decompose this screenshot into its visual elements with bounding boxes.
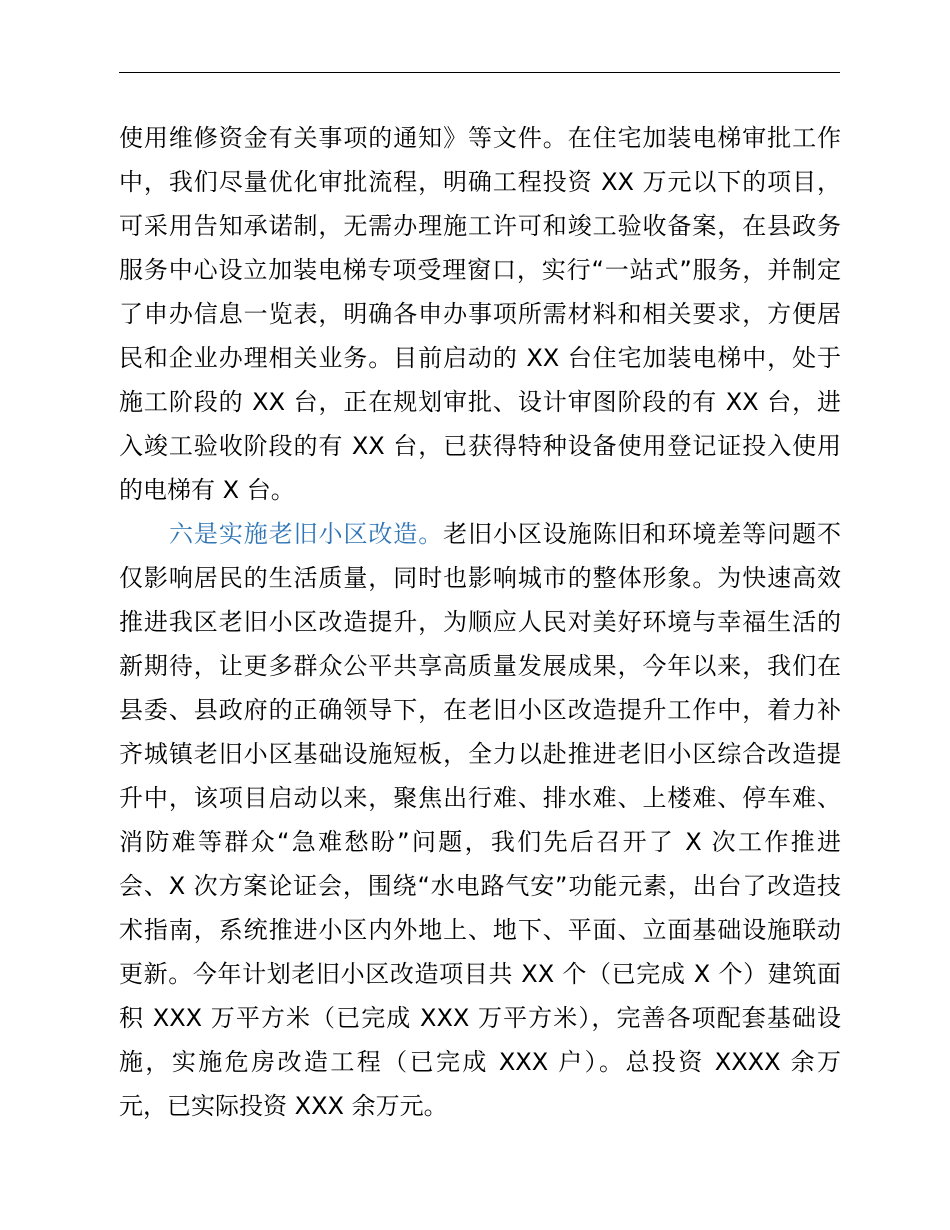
text-line: 中，我们尽量优化审批流程，明确工程投资 XX 万元以下的项目， [119, 168, 841, 196]
text-line: 使用维修资金有关事项的通知》等文件。在住宅加装电梯审批工作 [119, 124, 841, 152]
text-line: 可采用告知承诺制，无需办理施工许可和竣工验收备案，在县政务 [119, 212, 841, 240]
heading-line-text: 老旧小区设施陈旧和环境差等问题不 [443, 520, 842, 548]
paragraph-elevator [119, 116, 841, 512]
text-line: 县委、县政府的正确领导下，在老旧小区改造提升工作中，着力补 [119, 696, 841, 724]
text-line: 术指南，系统推进小区内外地上、地下、平面、立面基础设施联动 [119, 916, 841, 944]
text-line: 消防难等群众“急难愁盼”问题，我们先后召开了 X 次工作推进 [119, 828, 841, 856]
text-line: 推进我区老旧小区改造提升，为顺应人民对美好环境与幸福生活的 [119, 608, 841, 636]
text-line: 的电梯有 X 台。 [119, 476, 295, 504]
text-line: 服务中心设立加装电梯专项受理窗口，实行“一站式”服务，并制定 [119, 256, 841, 284]
text-line: 升中，该项目启动以来，聚焦出行难、排水难、上楼难、停车难、 [119, 784, 841, 812]
header-rule [119, 72, 840, 73]
text-line: 民和企业办理相关业务。目前启动的 XX 台住宅加装电梯中，处于 [119, 344, 841, 372]
paragraph-old-community [119, 512, 841, 1128]
text-line: 入竣工验收阶段的有 XX 台，已获得特种设备使用登记证投入使用 [119, 432, 841, 460]
text-line: 更新。今年计划老旧小区改造项目共 XX 个（已完成 X 个）建筑面 [119, 960, 841, 988]
section-heading: 六是实施老旧小区改造。 [169, 520, 444, 548]
text-line: 会、X 次方案论证会，围绕“水电路气安”功能元素，出台了改造技 [119, 872, 841, 900]
text-line: 施，实施危房改造工程（已完成 XXX 户）。总投资 XXXX 余万 [119, 1048, 841, 1076]
text-line: 新期待，让更多群众公平共享高质量发展成果，今年以来，我们在 [119, 652, 841, 680]
text-line: 仅影响居民的生活质量，同时也影响城市的整体形象。为快速高效 [119, 564, 841, 592]
text-line: 施工阶段的 XX 台，正在规划审批、设计审图阶段的有 XX 台，进 [119, 388, 841, 416]
text-line: 了申办信息一览表，明确各申办事项所需材料和相关要求，方便居 [119, 300, 841, 328]
text-line: 齐城镇老旧小区基础设施短板，全力以赴推进老旧小区综合改造提 [119, 740, 841, 768]
text-line: 元，已实际投资 XXX 余万元。 [119, 1092, 448, 1120]
paragraph-first-line [119, 512, 841, 556]
text-line: 积 XXX 万平方米（已完成 XXX 万平方米），完善各项配套基础设 [119, 1004, 841, 1032]
document-body [119, 116, 841, 1128]
